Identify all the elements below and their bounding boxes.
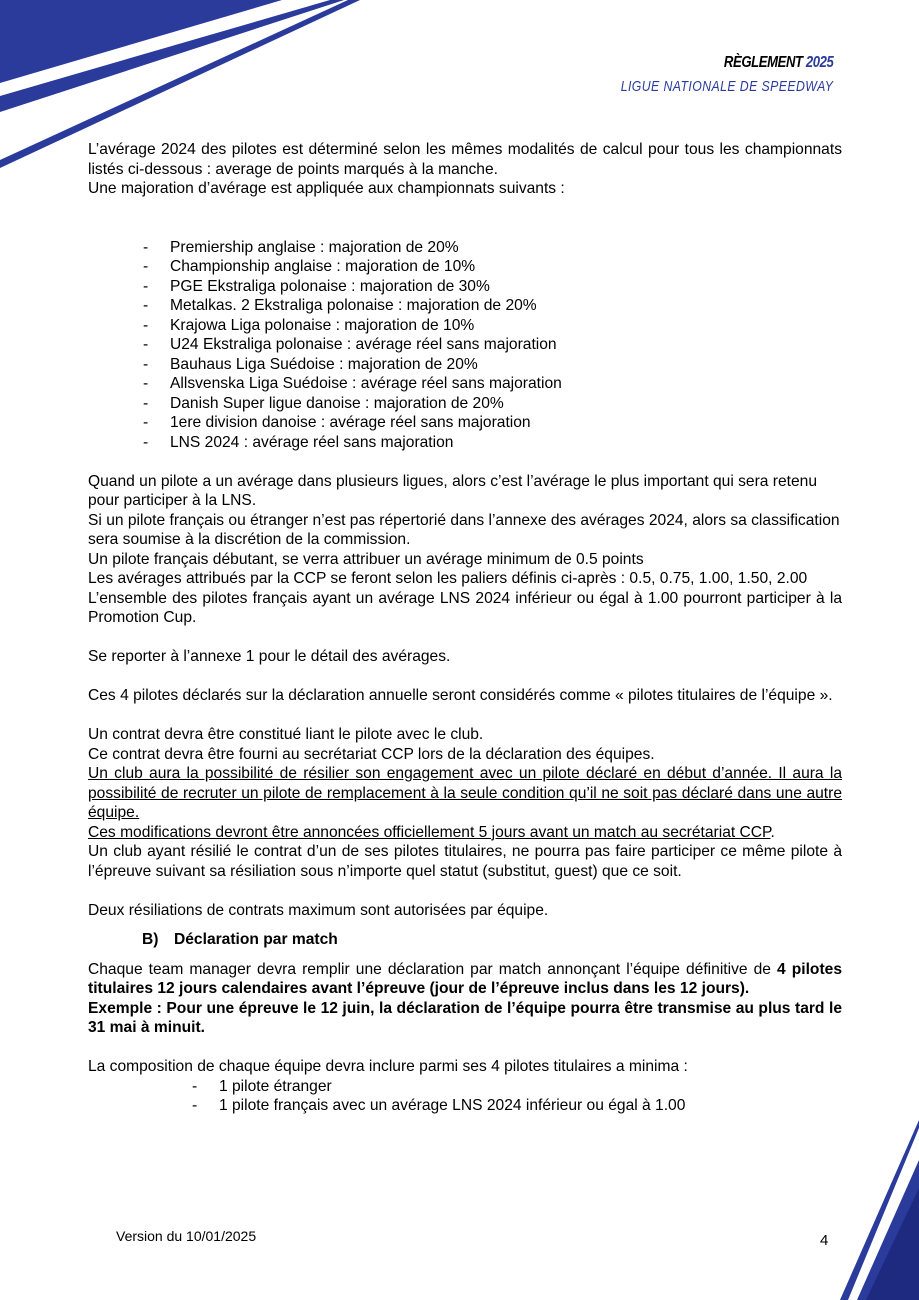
list-item: - 1 pilote étranger <box>192 1077 332 1095</box>
promotion-cup-paragraph: L’ensemble des pilotes français ayant un avérage LNS 2024 inférieur ou égal à 1.00 pourront participer à la Promotion Cup. <box>88 589 842 626</box>
list-item: - Metalkas. 2 Ekstraliga polonaise : majoration de 20% <box>143 297 537 314</box>
beginner-paragraph: Un pilote français débutant, se verra attribuer un avérage minimum de 0.5 points <box>88 550 644 568</box>
termination-consequence-paragraph: Un club ayant résilié le contrat d’un de ses pilotes titulaires, ne pourra pas faire participer ce même pilote à l’épreuve suivant sa résiliation sous n’importe quel statut (substitut, guest) que ce soit. <box>88 843 842 880</box>
unlisted-pilot-paragraph: Si un pilote français ou étranger n’est pas répertorié dans l’annexe des avérages 2024, alors sa classification sera soumise à la discrétion de la commission. <box>88 511 840 548</box>
annex-paragraph: Se reporter à l’annexe 1 pour le détail des avérages. <box>88 648 451 665</box>
tiers-paragraph: Les avérages attribués par la CCP se feront selon les paliers définis ci-après : 0.5, 0.75, 1.00, 1.50, 2.00 <box>88 570 808 587</box>
max-termination-paragraph: Deux résiliations de contrats maximum sont autorisées par équipe. <box>88 901 549 919</box>
bottom-right-stripes <box>840 1120 919 1300</box>
list-item: - 1 pilote français avec un avérage LNS 2024 inférieur ou égal à 1.00 <box>192 1097 686 1114</box>
list-item: - U24 Ekstraliga polonaise : avérage réel sans majoration <box>143 336 557 353</box>
match-declaration-paragraph: Chaque team manager devra remplir une déclaration par match annonçant l’équipe définitive de 4 pilotes titulaires 12 jours calendaires avant l’épreuve (jour de l’épreuve inclus dans les 12 jours). <box>88 960 842 997</box>
list-item: - Championship anglaise : majoration de 10% <box>143 258 476 275</box>
requirement-list <box>88 1077 842 1116</box>
page-body <box>88 140 842 1116</box>
championship-list <box>88 238 842 453</box>
league-name: LIGUE NATIONALE DE SPEEDWAY <box>620 78 833 95</box>
page-number: 4 <box>820 1232 829 1249</box>
majoration-intro: Une majoration d’avérage est appliquée aux championnats suivants : <box>88 180 565 197</box>
composition-paragraph: La composition de chaque équipe devra inclure parmi ses 4 pilotes titulaires a minima : <box>88 1058 688 1075</box>
version-footer: Version du 10/01/2025 <box>116 1228 257 1244</box>
example-paragraph: Exemple : Pour une épreuve le 12 juin, la déclaration de l’équipe pourra être transmise au plus tard le 31 mai à minuit. <box>88 999 842 1036</box>
intro-paragraph: L’avérage 2024 des pilotes est déterminé selon les mêmes modalités de calcul pour tous les championnats listés ci-dessous : average de points marqués à la manche. <box>88 141 842 178</box>
contract-submission-paragraph: Ce contrat devra être fourni au secrétariat CCP lors de la déclaration des équipes. <box>88 745 655 763</box>
list-item: - Allsvenska Liga Suédoise : avérage réel sans majoration <box>143 375 562 392</box>
list-item: - Danish Super ligue danoise : majoration de 20% <box>143 394 504 412</box>
regulation-title: RÈGLEMENT 2025 <box>723 54 833 71</box>
list-item: - Krajowa Liga polonaise : majoration de 10% <box>143 316 475 334</box>
multi-league-paragraph: Quand un pilote a un avérage dans plusieurs ligues, alors c’est l’avérage le plus important qui sera retenu pour participer à la LNS. <box>88 472 818 509</box>
modification-paragraph: Ces modifications devront être annoncées officiellement 5 jours avant un match au secrétariat CCP. <box>88 823 775 841</box>
list-item: - Premiership anglaise : majoration de 20% <box>143 238 459 256</box>
list-item: - PGE Ekstraliga polonaise : majoration de 30% <box>143 277 490 295</box>
list-item: - LNS 2024 : avérage réel sans majoration <box>143 433 454 451</box>
titulaires-paragraph: Ces 4 pilotes déclarés sur la déclaration annuelle seront considérés comme « pilotes titulaires de l’équipe ». <box>88 687 833 704</box>
section-b-heading: B) Déclaration par match <box>142 931 338 948</box>
list-item: - Bauhaus Liga Suédoise : majoration de 20% <box>143 355 478 373</box>
termination-paragraph: Un club aura la possibilité de résilier son engagement avec un pilote déclaré en début d’année. Il aura la possibilité de recruter un pilote de remplacement à la seule condition qu’il ne soit pas déclaré dans une autre équipe. <box>88 765 842 821</box>
list-item: - 1ere division danoise : avérage réel sans majoration <box>143 414 531 431</box>
contract-paragraph: Un contrat devra être constitué liant le pilote avec le club. <box>88 726 484 743</box>
document-header <box>574 54 833 95</box>
